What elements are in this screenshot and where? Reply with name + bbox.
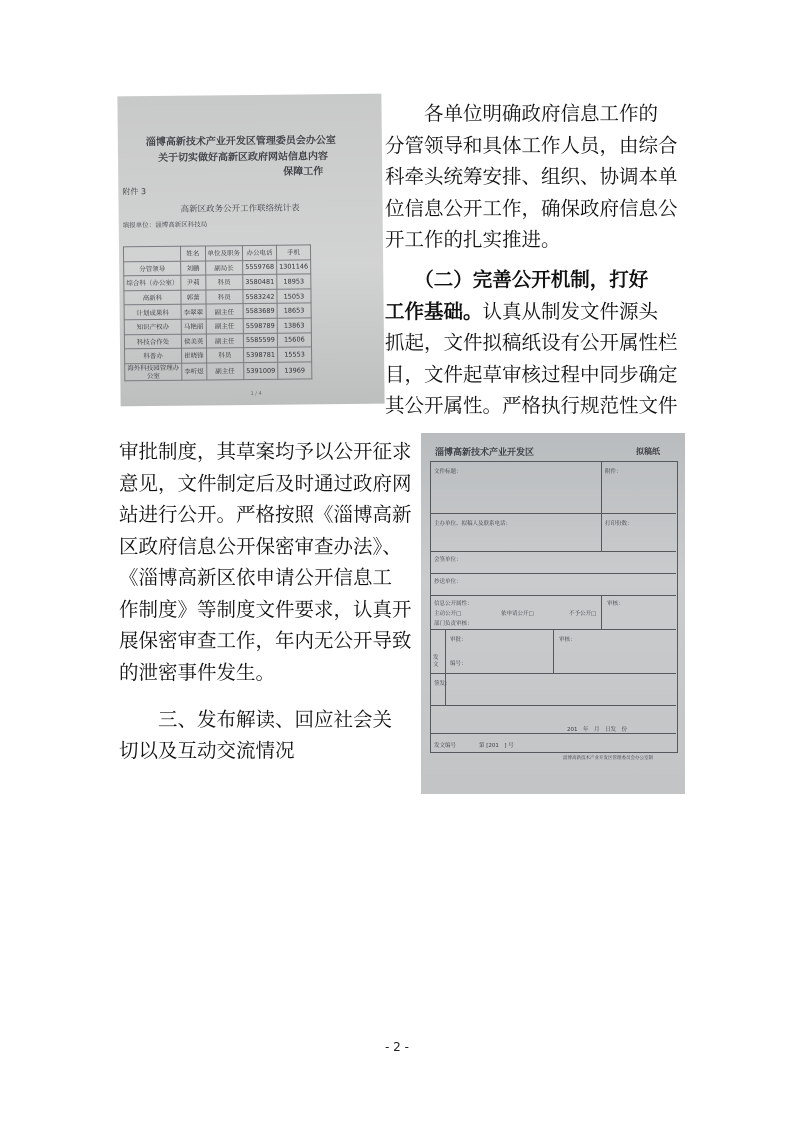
table-cell: 15053 xyxy=(277,289,311,304)
table-cell: 李听煜 xyxy=(182,363,207,380)
table-cell: 马艳丽 xyxy=(181,319,206,334)
photo-title-3: 保障工作 xyxy=(283,166,324,178)
table-cell: 单位及职务 xyxy=(205,246,243,261)
table-cell: 分管领导 xyxy=(124,261,181,276)
table-cell: 副主任 xyxy=(206,319,244,334)
table-cell: 1301146 xyxy=(277,259,311,274)
text-line: 各单位明确政府信息工作的 xyxy=(385,102,659,125)
table-cell: 高新科 xyxy=(124,290,181,305)
form-label: 依申请公开□ xyxy=(501,611,534,617)
table-cell: 科员 xyxy=(206,348,244,363)
form-label: 主办单位、拟稿人及联系电话： xyxy=(434,521,512,527)
form-label: 201 年 月 日发 份 xyxy=(567,727,627,733)
photo-unit: 填报单位：淄博高新区科技局 xyxy=(122,220,208,230)
text-line: 开工作的扎实推进。 xyxy=(385,228,561,251)
form-rule xyxy=(601,595,602,629)
form-rule xyxy=(430,573,676,574)
table-cell: 5391009 xyxy=(244,362,278,379)
photo-title-1: 淄博高新技术产业开发区管理委员会办公室 xyxy=(145,135,336,149)
form-frame xyxy=(430,461,678,753)
heading-line: 三、发布解读、回应社会关 xyxy=(119,708,393,731)
photo-draft-form xyxy=(421,433,685,794)
text-line: 区政府信息公开保密审查办法》、 xyxy=(119,534,402,558)
form-rule xyxy=(430,551,676,552)
text-line: 《淄博高新区依申请公开信息工 xyxy=(119,566,393,589)
text-line: 其公开属性。严格执行规范性文件 xyxy=(385,394,678,417)
text-line: 位信息公开工作，确保政府信息公 xyxy=(385,196,678,220)
form-rule xyxy=(430,595,676,596)
page-number: - 2 - xyxy=(385,1040,409,1054)
form-label: 文件标题： xyxy=(434,469,462,475)
table-row xyxy=(125,362,312,381)
form-rule xyxy=(553,629,554,673)
table-cell: 科员 xyxy=(205,275,243,290)
subheading-line: （二）完善公开机制，打好 xyxy=(385,268,649,291)
text-line: 认真从制发文件源头 xyxy=(482,299,659,323)
table-cell: 副主任 xyxy=(206,304,244,319)
form-label: 打印份数： xyxy=(605,521,633,527)
photo-contact-table xyxy=(117,94,384,407)
form-label: 会签单位： xyxy=(434,557,462,563)
table-cell: 尹莉 xyxy=(181,275,206,290)
form-label: 编号： xyxy=(450,661,467,667)
form-label: 签发： xyxy=(434,681,451,687)
form-label: 附件： xyxy=(605,469,622,475)
table-cell: 5585599 xyxy=(243,333,277,348)
table-cell: 综合科（办公室） xyxy=(124,275,181,290)
text-line: 意见，文件制定后及时通过政府网 xyxy=(119,471,412,495)
table-cell: 5583689 xyxy=(243,304,277,319)
text-line: 分管领导和具体工作人员，由综合 xyxy=(385,133,678,157)
form-rule xyxy=(445,629,446,705)
text-line: 站进行公开。严格按照《淄博高新 xyxy=(119,503,412,526)
table-cell: 副主任 xyxy=(206,333,244,348)
form-label: 部门负责审核： xyxy=(434,621,473,627)
form-label: 主动公开□ xyxy=(434,611,462,617)
table-cell: 办公电话 xyxy=(242,245,276,260)
form-label: 不予公开□ xyxy=(569,611,597,617)
table-cell: 姓名 xyxy=(180,246,205,261)
photo-attachment-label: 附件 3 xyxy=(122,187,147,197)
table-cell: 海外科技园管理办公室 xyxy=(125,363,182,381)
table-cell: 5398781 xyxy=(244,347,278,362)
photo-table xyxy=(123,244,312,381)
table-cell: 郭蕾 xyxy=(181,290,206,305)
photo-table-title: 高新区政务公开工作联络统计表 xyxy=(180,203,300,215)
paragraph-review xyxy=(119,436,412,688)
text-line: 作制度》等制度文件要求，认真开 xyxy=(119,597,412,621)
table-cell: 科员 xyxy=(205,289,243,304)
text-line: 抓起，文件拟稿纸设有公开属性栏 xyxy=(385,331,678,354)
text-line: 的泄密事件发生。 xyxy=(119,660,276,684)
table-cell: 崔晓锋 xyxy=(182,348,207,363)
table-cell: 副局长 xyxy=(205,260,243,275)
form-rule xyxy=(430,733,676,734)
table-cell: 15553 xyxy=(277,347,311,362)
form-rule xyxy=(430,673,676,674)
form-label: 审核： xyxy=(607,601,624,607)
form-label: 审批： xyxy=(450,637,467,643)
table-cell: 15606 xyxy=(277,332,311,347)
table-cell: 科技合作处 xyxy=(124,334,181,349)
form-label: 审核： xyxy=(559,637,576,643)
subheading-continuation: 工作基础。 xyxy=(385,299,483,323)
table-cell: 手机 xyxy=(276,245,310,260)
form-label: 发文编号 xyxy=(434,743,457,749)
table-cell: 侯美英 xyxy=(181,334,206,349)
form-label: 抄送单位： xyxy=(434,579,462,585)
form-issuer: 淄博高新技术产业开发区管理委员会办公室制 xyxy=(563,756,653,761)
table-cell xyxy=(123,246,180,261)
table-cell: 5598789 xyxy=(243,318,277,333)
photo-title-2: 关于切实做好高新区政府网站信息内容 xyxy=(157,151,329,164)
section-heading-3 xyxy=(119,704,392,766)
text-line: 展保密审查工作，年内无公开导致 xyxy=(119,629,412,652)
table-cell: 3580481 xyxy=(243,274,277,289)
table-cell: 知识产权办 xyxy=(124,319,181,334)
table-cell: 13863 xyxy=(277,318,311,333)
table-cell: 18653 xyxy=(277,303,311,318)
text-line: 目，文件起草审核过程中同步确定 xyxy=(385,362,678,386)
heading-line: 切以及互动交流情况 xyxy=(119,739,295,762)
form-label: 信息公开属性： xyxy=(434,601,473,607)
form-rule xyxy=(601,461,602,551)
table-cell: 李翠翠 xyxy=(181,304,206,319)
form-org: 淄博高新技术产业开发区 xyxy=(435,448,535,458)
form-title: 拟稿纸 xyxy=(636,447,660,456)
text-line: 审批制度，其草案均予以公开征求 xyxy=(119,440,412,463)
table-cell: 5583242 xyxy=(243,289,277,304)
table-cell: 18953 xyxy=(277,274,311,289)
table-cell: 科普办 xyxy=(125,348,182,363)
form-label: 发文 xyxy=(433,655,439,668)
paragraph-intro xyxy=(385,98,678,256)
table-cell: 副主任 xyxy=(206,362,244,379)
text-line: 科牵头统筹安排、组织、协调本单 xyxy=(385,165,678,188)
form-label: 第 [201 ] 号 xyxy=(479,743,514,749)
table-cell: 刘鹏 xyxy=(181,261,206,276)
table-cell: 13969 xyxy=(278,362,312,379)
form-rule xyxy=(430,513,676,514)
table-cell: 计划成果科 xyxy=(124,305,181,320)
paragraph-mechanism xyxy=(385,264,678,422)
photo-page-indicator: 1 / 4 xyxy=(250,390,262,398)
form-rule xyxy=(430,705,676,706)
table-cell: 5559768 xyxy=(243,260,277,275)
